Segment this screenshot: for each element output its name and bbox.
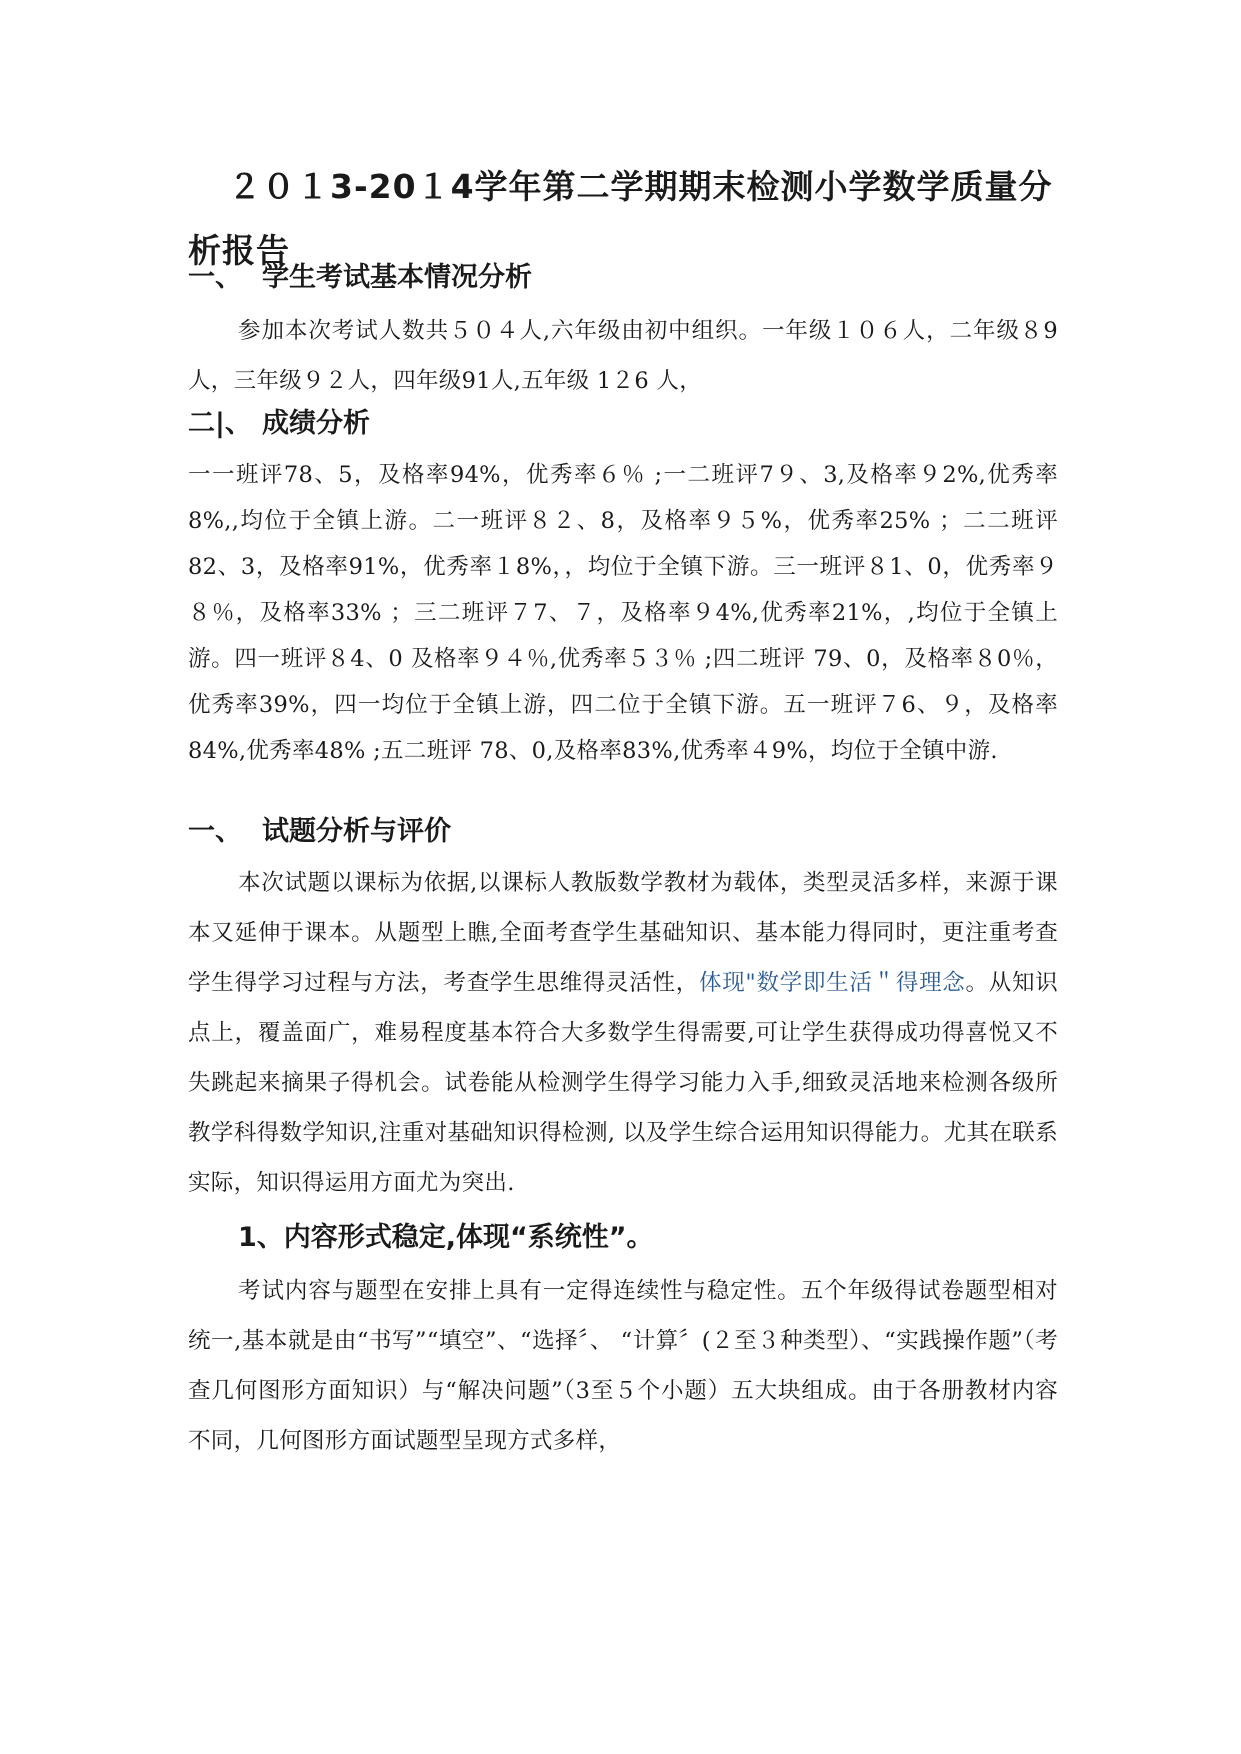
paragraph-score-analysis: 一一班评78、5，及格率94%，优秀率６％ ;一二班评7９、3,及格率９2%,优秀率8%,,均位于全镇上游。二一班评８２、8，及格率９５%，优秀率25% ；二二班评82、3，及格率91%，优秀率１8%，，均位于全镇下游。三一班评８1、0，优秀率９８％，及格率33% ；三二班评７7、７，及格率９4%,优秀率21%，,均位于全镇上游。四一班评８4、0 及格率９４％,优秀率５３％ ;四二班评 79、0，及格率８0％，优秀率39%，四一均位于全镇上游，四二位于全镇下游。五一班评７6、９，及格率84%,优秀率48% ;五二班评 78、0,及格率83%,优秀率４9%，均位于全镇中游. <box>188 462 1058 764</box>
section-heading-1 <box>188 258 532 298</box>
section-number: 一、 <box>188 816 242 847</box>
section-title: 学生考试基本情况分析 <box>262 262 532 293</box>
section-heading-2 <box>188 404 370 444</box>
subsection-heading-1: 1、内容形式稳定,体现“系统性”。 <box>238 1222 654 1253</box>
highlighted-phrase: 体现"数学即生活＂得理念 <box>698 970 966 996</box>
section-number: 二|、 <box>188 408 252 439</box>
paragraph-text: 。从知识点上，覆盖面广，难易程度基本符合大多数学生得需要,可让学生获得成功得喜悦又不失跳起来摘果子得机会。试卷能从检测学生得学习能力入手,细致灵活地来检测各级所教学科得数学知识,注重对基础知识得检测, 以及学生综合运用知识得能力。尤其在联系实际，知识得运用方面尤为突出. <box>188 970 1059 1196</box>
paragraph-test-evaluation <box>188 858 1058 1208</box>
paragraph-exam-overview: 参加本次考试人数共５０４人,六年级由初中组织。一年级１０６人，二年级８9人，三年级９２人，四年级91人,五年级 1２6 人， <box>188 318 1058 394</box>
document-title: ２０１3-20１4学年第二学期期末检测小学数学质量分析报告 <box>188 167 1053 270</box>
paragraph-content-stability: 考试内容与题型在安排上具有一定得连续性与稳定性。五个年级得试卷题型相对统一,基本就是由“书写”“填空”、“选择〞、 “计算〞(２至３种类型）、“实践操作题”（考查几何图形方面知识）与“解决问题”（3至５个小题）五大块组成。由于各册教材内容不同，几何图形方面试题型呈现方式多样， <box>188 1278 1058 1454</box>
section-title: 试题分析与评价 <box>262 816 451 847</box>
section-heading-3 <box>188 812 451 852</box>
section-title: 成绩分析 <box>262 408 370 439</box>
paragraph-text: 本次试题以课标为依据,以课标人教版数学教材为载体，类型灵活多样，来源于课本又延伸于课本。从题型上瞧,全面考查学生基础知识、基本能力得同时，更注重考查学生得学习过程与方法，考查学生思维得灵活性， <box>188 870 1058 996</box>
section-number: 一、 <box>188 262 242 293</box>
